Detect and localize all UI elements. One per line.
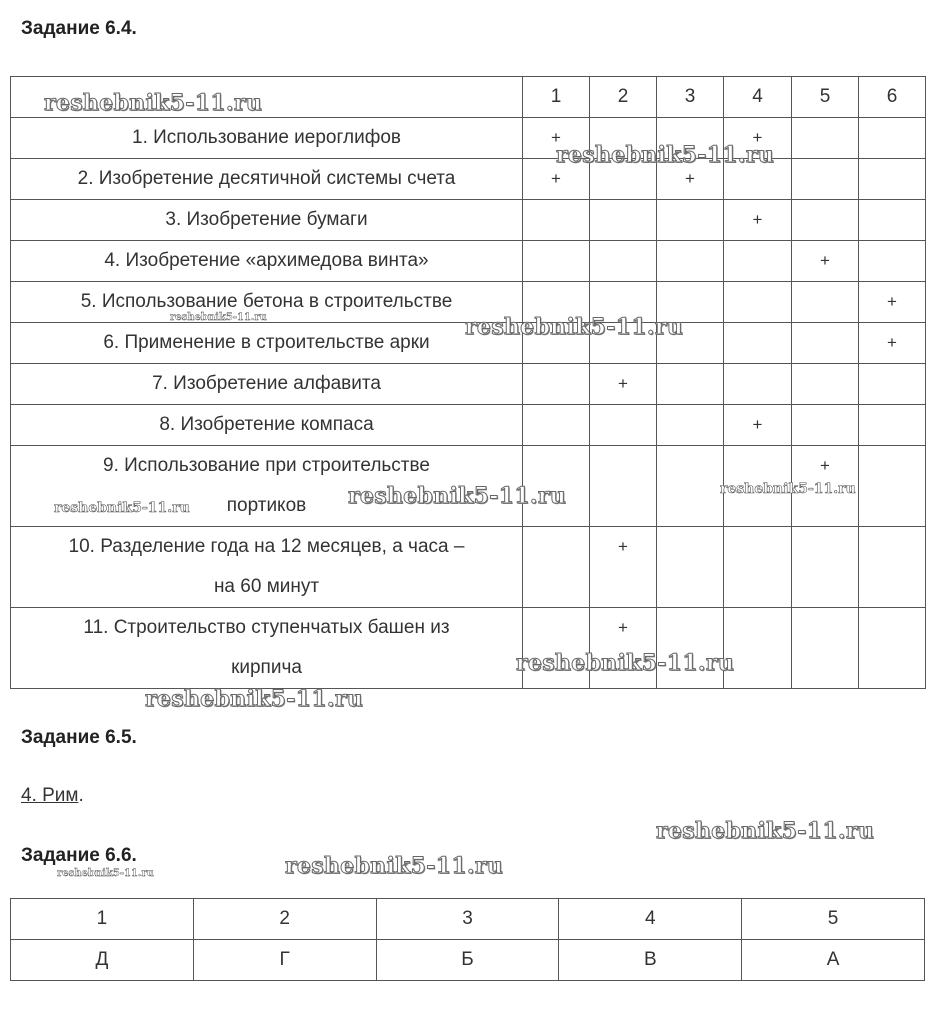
mark-cell — [724, 608, 792, 689]
mark-cell — [724, 364, 792, 405]
watermark: reshebnik5-11.ru — [556, 142, 775, 168]
task-text-line: 4. Изобретение «архимедова винта» — [104, 250, 429, 271]
header-cell-blank — [11, 77, 523, 118]
task-6-5-heading: Задание 6.5. — [21, 727, 137, 748]
mark-cell — [523, 282, 590, 323]
mark-cell: + — [792, 446, 859, 527]
mark-cell — [590, 118, 657, 159]
mark-cell: + — [859, 282, 926, 323]
mark-cell — [859, 159, 926, 200]
table-row — [11, 241, 926, 282]
mark-cell — [859, 241, 926, 282]
task-cell — [11, 364, 523, 405]
mark-cell: + — [792, 241, 859, 282]
mark-cell — [792, 282, 859, 323]
table-row — [11, 446, 926, 527]
table-cell: А — [742, 940, 925, 981]
column-header: 3 — [657, 77, 724, 118]
mark-cell — [859, 118, 926, 159]
task-6-6-number-row — [11, 899, 925, 940]
task-6-6-table — [10, 898, 925, 981]
watermark: reshebnik5-11.ru — [145, 686, 364, 712]
table-cell: 2 — [193, 899, 376, 940]
table-cell: Г — [193, 940, 376, 981]
mark-cell — [590, 323, 657, 364]
table-row — [11, 527, 926, 608]
task-cell — [11, 200, 523, 241]
table-cell: 4 — [559, 899, 742, 940]
mark-cell — [657, 527, 724, 608]
mark-cell — [657, 282, 724, 323]
task-text-line: на 60 минут — [213, 576, 320, 597]
mark-cell — [523, 446, 590, 527]
mark-cell — [859, 200, 926, 241]
mark-cell — [792, 527, 859, 608]
watermark: reshebnik5-11.ru — [720, 481, 856, 497]
task-text-line: 6. Применение в строительстве арки — [103, 332, 430, 353]
mark-cell — [590, 405, 657, 446]
watermark: reshebnik5-11.ru — [348, 483, 567, 509]
mark-cell — [724, 282, 792, 323]
table-row — [11, 323, 926, 364]
column-header: 4 — [724, 77, 792, 118]
column-header: 6 — [859, 77, 926, 118]
task-text-line: 7. Изобретение алфавита — [152, 373, 381, 394]
mark-cell — [724, 323, 792, 364]
mark-cell — [657, 364, 724, 405]
task-text-line: 11. Строительство ступенчатых башен из — [83, 617, 450, 638]
mark-cell — [724, 446, 792, 527]
mark-cell — [657, 323, 724, 364]
watermark: reshebnik5-11.ru — [57, 868, 154, 879]
table-cell: 5 — [742, 899, 925, 940]
task-text-line: 1. Использование иероглифов — [132, 127, 401, 148]
task-text-line: 2. Изобретение десятичной системы счета — [77, 168, 456, 189]
mark-cell — [590, 200, 657, 241]
mark-cell — [523, 405, 590, 446]
mark-cell — [724, 527, 792, 608]
task-cell — [11, 608, 523, 689]
mark-cell: + — [523, 118, 590, 159]
mark-cell — [859, 364, 926, 405]
mark-cell: + — [859, 323, 926, 364]
mark-cell — [523, 608, 590, 689]
mark-cell — [657, 241, 724, 282]
mark-cell — [724, 241, 792, 282]
table-row — [11, 200, 926, 241]
mark-cell: + — [590, 364, 657, 405]
mark-cell — [859, 405, 926, 446]
mark-cell: + — [590, 608, 657, 689]
task-6-4-header-row — [11, 77, 926, 118]
watermark: reshebnik5-11.ru — [516, 650, 735, 676]
table-row — [11, 282, 926, 323]
mark-cell — [657, 608, 724, 689]
column-header: 1 — [523, 77, 590, 118]
mark-cell — [590, 159, 657, 200]
task-text-line: портиков — [226, 495, 307, 516]
task-text-line: 8. Изобретение компаса — [159, 414, 374, 435]
column-header: 2 — [590, 77, 657, 118]
table-cell: 3 — [376, 899, 559, 940]
mark-cell: + — [724, 200, 792, 241]
table-row — [11, 608, 926, 689]
task-cell — [11, 118, 523, 159]
task-cell — [11, 446, 523, 527]
mark-cell: + — [657, 159, 724, 200]
task-text-line: 9. Использование при строительстве — [103, 455, 430, 476]
mark-cell — [590, 446, 657, 527]
table-row — [11, 405, 926, 446]
table-row — [11, 364, 926, 405]
mark-cell — [792, 608, 859, 689]
mark-cell: + — [523, 159, 590, 200]
mark-cell — [657, 446, 724, 527]
watermark: reshebnik5-11.ru — [656, 818, 875, 844]
watermark: reshebnik5-11.ru — [465, 314, 684, 340]
task-6-4-table — [10, 76, 926, 689]
mark-cell — [792, 200, 859, 241]
watermark: reshebnik5-11.ru — [170, 312, 267, 323]
task-cell — [11, 282, 523, 323]
task-6-4-heading: Задание 6.4. — [21, 18, 137, 39]
task-cell — [11, 323, 523, 364]
mark-cell — [523, 200, 590, 241]
mark-cell — [792, 405, 859, 446]
task-6-5-answer-tail: . — [78, 785, 84, 806]
task-6-5-answer — [21, 785, 84, 807]
mark-cell — [792, 159, 859, 200]
watermark: reshebnik5-11.ru — [285, 853, 504, 879]
task-text-line: кирпича — [231, 657, 302, 678]
mark-cell — [859, 527, 926, 608]
task-text-line: 3. Изобретение бумаги — [165, 209, 368, 230]
mark-cell: + — [724, 405, 792, 446]
column-header: 5 — [792, 77, 859, 118]
table-row — [11, 118, 926, 159]
mark-cell — [859, 608, 926, 689]
task-cell — [11, 527, 523, 608]
task-text-line: 5. Использование бетона в строительстве — [80, 291, 453, 312]
mark-cell — [792, 323, 859, 364]
watermark: reshebnik5-11.ru — [54, 500, 190, 516]
mark-cell: + — [590, 527, 657, 608]
task-text-line: 10. Разделение года на 12 месяцев, а часа – — [68, 536, 465, 557]
table-cell: Д — [11, 940, 194, 981]
mark-cell — [657, 405, 724, 446]
mark-cell — [523, 323, 590, 364]
table-cell: В — [559, 940, 742, 981]
table-cell: 1 — [11, 899, 194, 940]
task-6-6-heading: Задание 6.6. — [21, 845, 137, 866]
mark-cell — [657, 200, 724, 241]
mark-cell — [590, 241, 657, 282]
task-6-6-letter-row — [11, 940, 925, 981]
mark-cell — [859, 446, 926, 527]
mark-cell — [523, 364, 590, 405]
mark-cell — [724, 159, 792, 200]
mark-cell — [590, 282, 657, 323]
mark-cell — [523, 527, 590, 608]
table-row — [11, 159, 926, 200]
mark-cell — [792, 118, 859, 159]
table-cell: Б — [376, 940, 559, 981]
mark-cell: + — [724, 118, 792, 159]
task-cell — [11, 405, 523, 446]
watermark: reshebnik5-11.ru — [44, 90, 263, 116]
mark-cell — [657, 118, 724, 159]
mark-cell — [792, 364, 859, 405]
task-cell — [11, 159, 523, 200]
mark-cell — [523, 241, 590, 282]
task-cell — [11, 241, 523, 282]
task-6-5-answer-text: 4. Рим — [21, 785, 79, 806]
